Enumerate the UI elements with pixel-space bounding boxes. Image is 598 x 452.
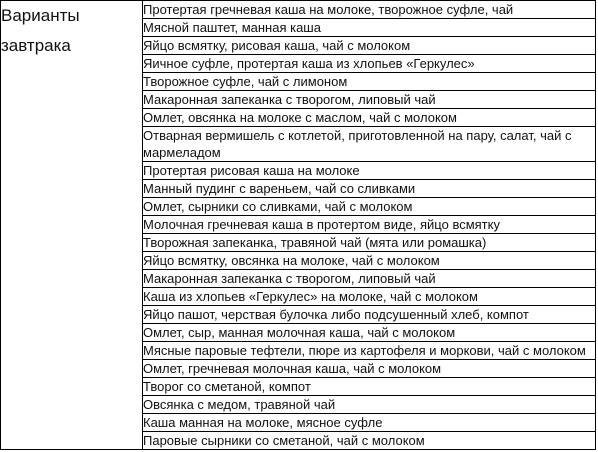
breakfast-option: Яйцо всмятку, рисовая каша, чай с молоком bbox=[143, 37, 596, 55]
table-body bbox=[1, 1, 596, 450]
header-line-1: Варианты bbox=[1, 6, 80, 25]
breakfast-option: Протертая рисовая каша на молоке bbox=[143, 162, 596, 180]
breakfast-option: Яичное суфле, протертая каша из хлопьев «Геркулес» bbox=[143, 55, 596, 73]
breakfast-option: Паровые сырники со сметаной, чай с молоком bbox=[143, 432, 596, 450]
breakfast-option: Овсянка с медом, травяной чай bbox=[143, 396, 596, 414]
header-cell bbox=[1, 1, 143, 450]
breakfast-option: Молочная гречневая каша в протертом виде, яйцо всмятку bbox=[143, 216, 596, 234]
table-row bbox=[1, 1, 596, 19]
breakfast-option: Яйцо пашот, черствая булочка либо подсушенный хлеб, компот bbox=[143, 306, 596, 324]
breakfast-option: Творог со сметаной, компот bbox=[143, 378, 596, 396]
header-line-2: завтрака bbox=[1, 36, 71, 55]
breakfast-option: Мясной паштет, манная каша bbox=[143, 19, 596, 37]
breakfast-option: Отварная вермишель с котлетой, приготовленной на пару, салат, чай с мармеладом bbox=[143, 127, 596, 162]
breakfast-option: Яйцо всмятку, овсянка на молоке, чай с молоком bbox=[143, 252, 596, 270]
breakfast-option: Омлет, гречневая молочная каша, чай с молоком bbox=[143, 360, 596, 378]
breakfast-option: Омлет, сырники со сливками, чай с молоком bbox=[143, 198, 596, 216]
breakfast-option: Омлет, овсянка на молоке с маслом, чай с молоком bbox=[143, 109, 596, 127]
breakfast-option: Каша манная на молоке, мясное суфле bbox=[143, 414, 596, 432]
breakfast-option: Омлет, сыр, манная молочная каша, чай с молоком bbox=[143, 324, 596, 342]
breakfast-option: Мясные паровые тефтели, пюре из картофеля и моркови, чай с молоком bbox=[143, 342, 596, 360]
breakfast-option: Макаронная запеканка с творогом, липовый чай bbox=[143, 91, 596, 109]
breakfast-option: Творожная запеканка, травяной чай (мята или ромашка) bbox=[143, 234, 596, 252]
breakfast-option: Макаронная запеканка с творогом, липовый чай bbox=[143, 270, 596, 288]
breakfast-option: Протертая гречневая каша на молоке, творожное суфле, чай bbox=[143, 1, 596, 19]
breakfast-option: Творожное суфле, чай с лимоном bbox=[143, 73, 596, 91]
breakfast-option: Каша из хлопьев «Геркулес» на молоке, чай с молоком bbox=[143, 288, 596, 306]
breakfast-option: Манный пудинг с вареньем, чай со сливками bbox=[143, 180, 596, 198]
